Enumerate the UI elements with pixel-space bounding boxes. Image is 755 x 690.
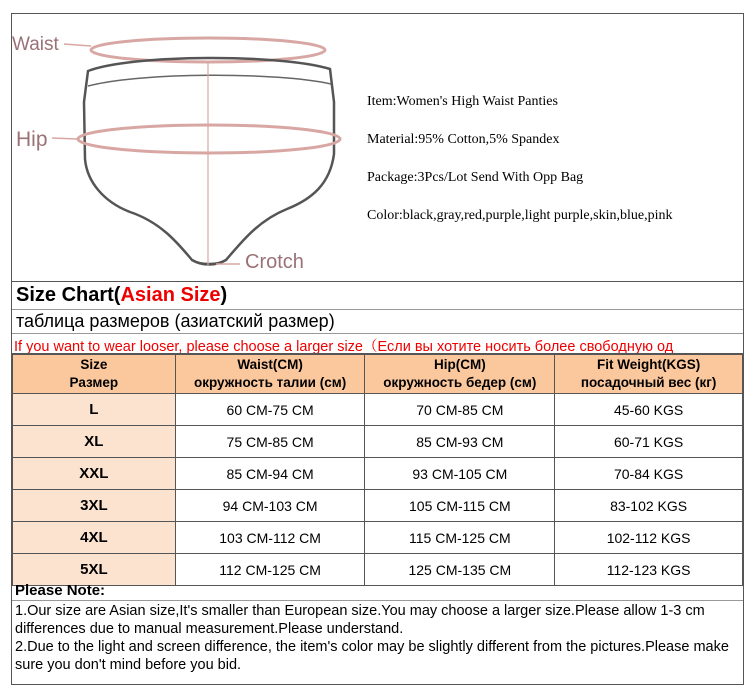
notes-heading: Please Note:	[15, 582, 106, 599]
waist-cell: 112 CM-125 CM	[175, 554, 365, 586]
hip-cell: 70 CM-85 CM	[365, 394, 555, 426]
table-row	[13, 458, 743, 490]
hip-measure-ring	[78, 125, 340, 153]
panties-measurement-diagram	[12, 14, 362, 281]
size-chart-sheet	[11, 13, 744, 685]
col-header-hip: Hip(CM) окружность бедер (см)	[365, 355, 555, 394]
size-chart-title	[12, 282, 743, 310]
title-prefix: Size Chart(	[16, 284, 121, 306]
size-cell: XXL	[13, 458, 176, 490]
product-overview	[12, 14, 743, 282]
item-text: Item:Women's High Waist Panties	[367, 94, 558, 109]
title-highlight: Asian Size	[120, 284, 221, 306]
weight-cell: 45-60 KGS	[555, 394, 743, 426]
table-row	[13, 394, 743, 426]
weight-cell: 83-102 KGS	[555, 490, 743, 522]
waist-cell: 60 CM-75 CM	[175, 394, 365, 426]
note-1: 1.Our size are Asian size,It's smaller than European size.You may choose a larger size.Please allow 1-3 cm differences due to manual measurement.Please understand.	[15, 603, 705, 637]
waist-cell: 85 CM-94 CM	[175, 458, 365, 490]
hip-cell: 93 CM-105 CM	[365, 458, 555, 490]
notes-divider	[12, 600, 743, 601]
panties-outline-illustration	[12, 14, 362, 281]
subtitle-ru: таблица размеров (азиатский размер)	[16, 311, 335, 331]
notes-section	[12, 581, 743, 684]
size-chart-subtitle	[12, 310, 743, 334]
size-cell: 4XL	[13, 522, 176, 554]
hip-cell: 115 CM-125 CM	[365, 522, 555, 554]
weight-cell: 70-84 KGS	[555, 458, 743, 490]
hip-cell: 85 CM-93 CM	[365, 426, 555, 458]
weight-cell: 112-123 KGS	[555, 554, 743, 586]
table-row	[13, 522, 743, 554]
note-2: 2.Due to the light and screen difference, the item's color may be slightly different from the pictures.Please make sure you don't mind before you bid.	[15, 639, 729, 673]
title-suffix: )	[220, 284, 228, 306]
color-text: Color:black,gray,red,purple,light purple,skin,blue,pink	[367, 208, 673, 223]
size-cell: XL	[13, 426, 176, 458]
hip-label: Hip	[16, 128, 48, 151]
size-cell: L	[13, 394, 176, 426]
table-row	[13, 490, 743, 522]
table-header-row	[13, 355, 743, 394]
weight-cell: 102-112 KGS	[555, 522, 743, 554]
waist-cell: 94 CM-103 CM	[175, 490, 365, 522]
col-header-weight: Fit Weight(KGS) посадочный вес (кг)	[555, 355, 743, 394]
col-header-size: Size Размер	[13, 355, 176, 394]
warning-text: If you want to wear looser, please choose a larger size（Если вы хотите носить более свободную од	[14, 339, 674, 354]
package-text: Package:3Pcs/Lot Send With Opp Bag	[367, 170, 584, 185]
sizing-warning	[12, 334, 743, 354]
hip-cell: 105 CM-115 CM	[365, 490, 555, 522]
size-cell: 5XL	[13, 554, 176, 586]
panties-body	[84, 58, 334, 265]
waist-cell: 103 CM-112 CM	[175, 522, 365, 554]
size-table	[12, 354, 743, 586]
col-header-waist: Waist(CM) окружность талии (см)	[175, 355, 365, 394]
waist-label: Waist	[12, 34, 59, 55]
crotch-label: Crotch	[245, 251, 304, 273]
size-cell: 3XL	[13, 490, 176, 522]
waist-cell: 75 CM-85 CM	[175, 426, 365, 458]
table-row	[13, 426, 743, 458]
material-text: Material:95% Cotton,5% Spandex	[367, 132, 560, 147]
weight-cell: 60-71 KGS	[555, 426, 743, 458]
hip-cell: 125 CM-135 CM	[365, 554, 555, 586]
